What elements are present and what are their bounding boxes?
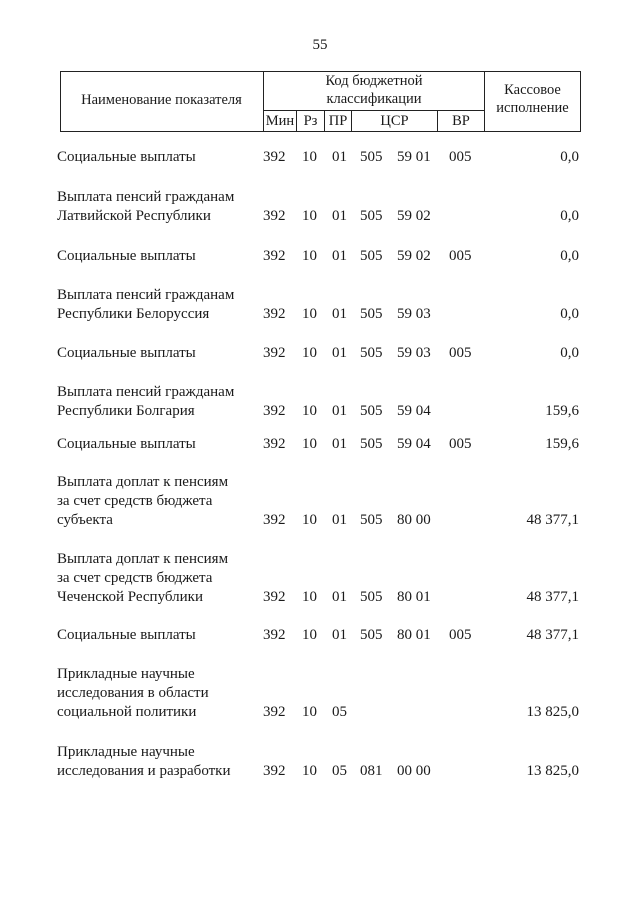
row-csr2: 80 00 [397, 512, 431, 528]
row-amount: 0,0 [560, 208, 579, 224]
row-pr: 01 [332, 512, 347, 528]
row-name-line: социальной политики [57, 704, 197, 720]
row-rz: 10 [302, 704, 317, 720]
row-amount: 0,0 [560, 345, 579, 361]
row-rz: 10 [302, 627, 317, 643]
row-amount: 0,0 [560, 306, 579, 322]
row-name [57, 743, 257, 781]
row-vr: 005 [449, 627, 472, 643]
row-csr2: 80 01 [397, 589, 431, 605]
row-name-line: Чеченской Республики [57, 589, 203, 605]
row-amount: 159,6 [545, 403, 579, 419]
row-csr2: 59 03 [397, 306, 431, 322]
row-name [57, 247, 257, 266]
table-row [0, 473, 640, 530]
header-name-column: Наименование показателя [81, 92, 242, 108]
row-name [57, 550, 257, 607]
row-name-line: Республики Болгария [57, 403, 195, 419]
table-row [0, 286, 640, 324]
header-pr: ПР [328, 113, 348, 129]
row-rz: 10 [302, 248, 317, 264]
row-name-line: Выплата пенсий гражданам [57, 287, 235, 303]
row-rz: 10 [302, 306, 317, 322]
row-name [57, 435, 257, 454]
row-name [57, 344, 257, 363]
table-row [0, 435, 640, 454]
table-row [0, 148, 640, 167]
row-name-line: Республики Белоруссия [57, 306, 210, 322]
row-amount: 13 825,0 [526, 704, 579, 720]
row-name [57, 383, 257, 421]
row-min: 392 [263, 589, 286, 605]
row-rz: 10 [302, 403, 317, 419]
row-name-line: Социальные выплаты [57, 248, 196, 264]
row-rz: 10 [302, 512, 317, 528]
row-name-line: Латвийской Республики [57, 208, 211, 224]
row-name-line: Социальные выплаты [57, 436, 196, 452]
row-name-line: Выплата пенсий гражданам [57, 189, 235, 205]
row-amount: 13 825,0 [526, 763, 579, 779]
table-header [60, 71, 581, 132]
row-pr: 01 [332, 627, 347, 643]
row-min: 392 [263, 436, 286, 452]
row-name-line: субъекта [57, 512, 113, 528]
row-amount: 48 377,1 [526, 627, 579, 643]
row-csr1: 505 [360, 248, 383, 264]
row-vr: 005 [449, 345, 472, 361]
row-csr1: 505 [360, 589, 383, 605]
table-row [0, 344, 640, 363]
table-row [0, 626, 640, 645]
table-row [0, 743, 640, 781]
row-pr: 01 [332, 403, 347, 419]
row-csr2: 00 00 [397, 763, 431, 779]
row-csr1: 505 [360, 403, 383, 419]
row-name-line: исследования в области [57, 685, 209, 701]
row-name-line: Социальные выплаты [57, 345, 196, 361]
row-amount: 48 377,1 [526, 512, 579, 528]
row-vr: 005 [449, 436, 472, 452]
row-pr: 01 [332, 149, 347, 165]
row-min: 392 [263, 403, 286, 419]
table-row [0, 247, 640, 266]
row-name-line: за счет средств бюджета [57, 570, 213, 586]
row-csr1: 505 [360, 512, 383, 528]
row-rz: 10 [302, 763, 317, 779]
row-amount: 159,6 [545, 436, 579, 452]
header-code-group-line1: Код бюджетной [325, 73, 423, 89]
row-amount: 0,0 [560, 149, 579, 165]
row-name [57, 473, 257, 530]
row-name [57, 188, 257, 226]
row-csr2: 59 04 [397, 436, 431, 452]
table-row [0, 665, 640, 722]
row-csr2: 59 02 [397, 248, 431, 264]
header-amount-line2: исполнение [496, 100, 569, 116]
row-pr: 05 [332, 704, 347, 720]
header-rz: Рз [303, 113, 318, 129]
row-rz: 10 [302, 149, 317, 165]
row-name-line: Прикладные научные [57, 744, 195, 760]
row-name-line: за счет средств бюджета [57, 493, 213, 509]
row-name-line: Прикладные научные [57, 666, 195, 682]
row-csr2: 80 01 [397, 627, 431, 643]
row-min: 392 [263, 149, 286, 165]
row-min: 392 [263, 345, 286, 361]
row-rz: 10 [302, 436, 317, 452]
row-min: 392 [263, 763, 286, 779]
row-pr: 01 [332, 306, 347, 322]
row-name-line: Выплата доплат к пенсиям [57, 474, 229, 490]
row-rz: 10 [302, 589, 317, 605]
row-name [57, 665, 257, 722]
row-csr1: 505 [360, 436, 383, 452]
row-pr: 01 [332, 436, 347, 452]
row-rz: 10 [302, 345, 317, 361]
row-csr1: 505 [360, 345, 383, 361]
row-csr1: 505 [360, 149, 383, 165]
row-csr1: 505 [360, 627, 383, 643]
row-amount: 0,0 [560, 248, 579, 264]
row-vr: 005 [449, 248, 472, 264]
header-amount-line1: Кассовое [504, 82, 561, 98]
row-pr: 01 [332, 589, 347, 605]
header-csr: ЦСР [380, 113, 409, 129]
row-csr2: 59 03 [397, 345, 431, 361]
row-amount: 48 377,1 [526, 589, 579, 605]
row-rz: 10 [302, 208, 317, 224]
row-vr: 005 [449, 149, 472, 165]
row-min: 392 [263, 704, 286, 720]
row-csr1: 505 [360, 208, 383, 224]
page-number: 55 [312, 37, 328, 53]
row-csr2: 59 04 [397, 403, 431, 419]
row-name [57, 626, 257, 645]
row-csr2: 59 02 [397, 208, 431, 224]
row-name [57, 148, 257, 167]
row-pr: 01 [332, 248, 347, 264]
header-vr: ВР [452, 113, 470, 129]
row-min: 392 [263, 306, 286, 322]
table-row [0, 383, 640, 421]
header-code-group-line2: классификации [326, 91, 422, 107]
row-name-line: Выплата пенсий гражданам [57, 384, 235, 400]
table-row [0, 550, 640, 607]
row-name-line: Социальные выплаты [57, 149, 196, 165]
row-min: 392 [263, 512, 286, 528]
row-name-line: Выплата доплат к пенсиям [57, 551, 229, 567]
row-name-line: Социальные выплаты [57, 627, 196, 643]
row-min: 392 [263, 627, 286, 643]
table-row [0, 188, 640, 226]
row-csr1: 505 [360, 306, 383, 322]
row-csr1: 081 [360, 763, 383, 779]
header-min: Мин [265, 113, 295, 129]
row-pr: 01 [332, 345, 347, 361]
row-min: 392 [263, 208, 286, 224]
row-csr2: 59 01 [397, 149, 431, 165]
row-name-line: исследования и разработки [57, 763, 231, 779]
row-pr: 01 [332, 208, 347, 224]
row-name [57, 286, 257, 324]
row-min: 392 [263, 248, 286, 264]
row-pr: 05 [332, 763, 347, 779]
